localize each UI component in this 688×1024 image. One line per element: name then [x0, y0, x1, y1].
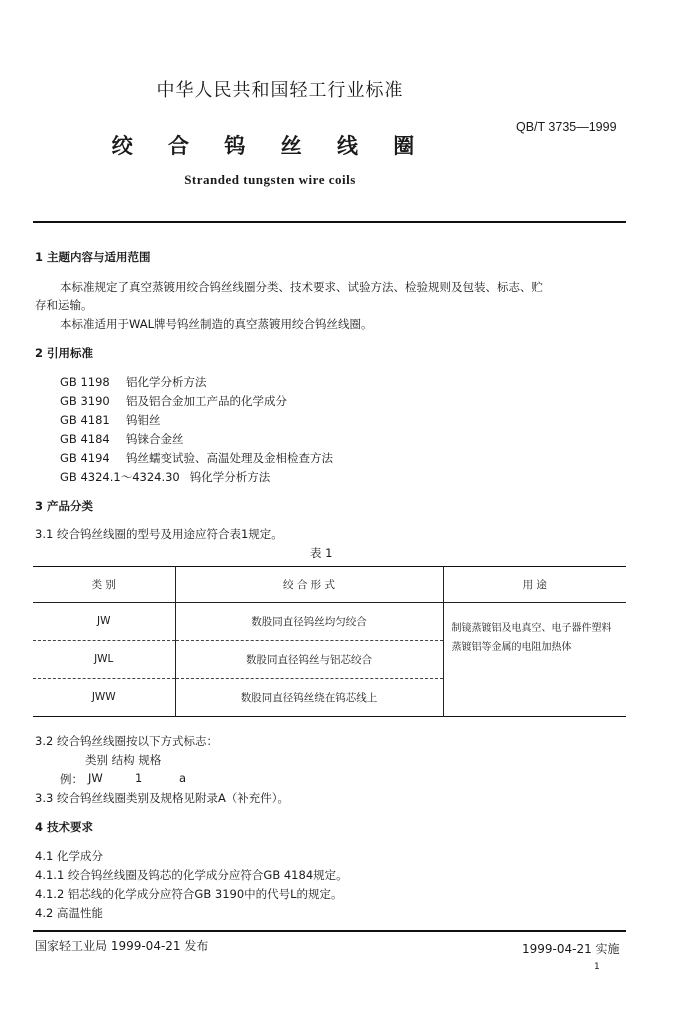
- table-cell-form: 数股同直径钨丝均匀绞合: [175, 603, 443, 641]
- classification-table: [33, 566, 626, 717]
- reference-code: GB 4184: [60, 432, 110, 446]
- reference-item: [60, 393, 287, 409]
- section-1-heading: 1 主题内容与适用范围: [35, 250, 151, 264]
- standard-number: QB/T 3735—1999: [516, 120, 617, 134]
- reference-item: [60, 412, 161, 428]
- page-number: 1: [594, 962, 600, 972]
- clause-4-1: 4.1 化学成分: [35, 849, 103, 863]
- english-title: Stranded tungsten wire coils: [184, 172, 356, 187]
- table-header-form: 绞 合 形 式: [175, 567, 443, 603]
- reference-name: 钨化学分析方法: [189, 470, 271, 484]
- reference-code: GB 4324.1～4324.30: [60, 470, 180, 484]
- table-cell-form: 数股同直径钨丝绕在钨芯线上: [175, 678, 443, 716]
- mark-example-structure: 1: [135, 771, 143, 785]
- section-1-para1-line2: 存和运输。: [35, 298, 93, 312]
- reference-item: [60, 431, 184, 447]
- mark-labels: 类别 结构 规格: [85, 753, 162, 767]
- table-caption: 表 1: [310, 546, 333, 560]
- section-1-para1-line1: 本标准规定了真空蒸镀用绞合钨丝线圈分类、技术要求、试验方法、检验规则及包装、标志、贮: [60, 280, 543, 294]
- section-1-para2: 本标准适用于WAL牌号钨丝制造的真空蒸镀用绞合钨丝线圈。: [60, 317, 373, 331]
- table-cell-form: 数股同直径钨丝与铝芯绞合: [175, 640, 443, 678]
- reference-item: [60, 469, 270, 485]
- reference-item: [60, 450, 333, 466]
- mark-example-spec: a: [179, 771, 187, 785]
- section-4-heading: 4 技术要求: [35, 820, 94, 834]
- effective-date: 1999-04-21 实施: [522, 942, 620, 956]
- reference-code: GB 4181: [60, 413, 110, 427]
- section-3-heading: 3 产品分类: [35, 499, 94, 513]
- reference-name: 钨铼合金丝: [126, 432, 184, 446]
- section-2-heading: 2 引用标准: [35, 346, 94, 360]
- mark-example-label: 例：: [60, 772, 83, 786]
- clause-4-1-1: 4.1.1 绞合钨丝线圈及钨芯的化学成分应符合GB 4184规定。: [35, 868, 348, 882]
- table-cell-type: JWW: [91, 691, 116, 704]
- table-cell-type: JW: [33, 603, 175, 641]
- reference-code: GB 4194: [60, 451, 110, 465]
- document-title: 绞 合 钨 丝 线 圈: [111, 134, 429, 158]
- header-rule: [33, 221, 626, 223]
- clause-3-3: 3.3 绞合钨丝线圈类别及规格见附录A（补充件）。: [35, 791, 290, 805]
- table-row: [33, 603, 626, 641]
- clause-4-1-2: 4.1.2 铝芯线的化学成分应符合GB 3190中的代号L的规定。: [35, 887, 343, 901]
- standard-title: 中华人民共和国轻工行业标准: [156, 80, 404, 101]
- reference-code: GB 3190: [60, 394, 110, 408]
- issuer-text: 国家轻工业局 1999-04-21 发布: [35, 939, 209, 953]
- reference-name: 铝化学分析方法: [126, 375, 207, 389]
- footer-rule: [33, 930, 626, 932]
- table-header-usage: 用 途: [443, 567, 626, 603]
- clause-3-2: 3.2 绞合钨丝线圈按以下方式标志：: [35, 734, 218, 748]
- table-header-type: 类 别: [33, 567, 175, 603]
- reference-name: 钨钼丝: [126, 413, 161, 427]
- table-cell-usage: 制镜蒸镀铝及电真空、电子器件塑料蒸镀铝等金属的电阻加热体: [443, 603, 626, 717]
- reference-code: GB 1198: [60, 375, 110, 389]
- reference-name: 钨丝蠕变试验、高温处理及金相检查方法: [126, 451, 333, 465]
- mark-example-type: JW: [88, 771, 103, 785]
- clause-4-2: 4.2 高温性能: [35, 906, 103, 920]
- table-cell-type: JWL: [33, 640, 175, 678]
- clause-3-1: 3.1 绞合钨丝线圈的型号及用途应符合表1规定。: [35, 527, 283, 541]
- reference-name: 铝及铝合金加工产品的化学成分: [126, 394, 287, 408]
- reference-item: [60, 374, 207, 390]
